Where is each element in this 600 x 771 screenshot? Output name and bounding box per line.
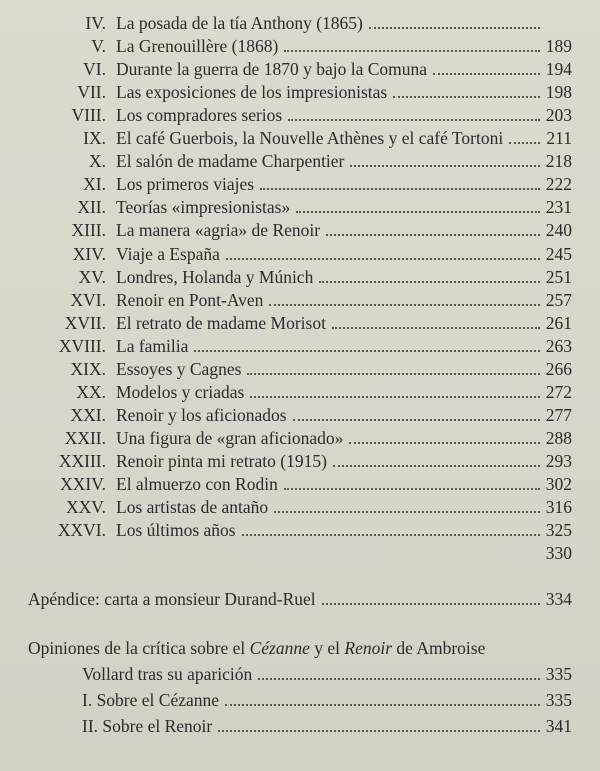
toc-entry — [116, 35, 572, 57]
dot-leader — [349, 428, 539, 444]
dot-leader — [433, 59, 540, 75]
chapter-number: XIV. — [72, 243, 106, 264]
opinions-item — [82, 663, 572, 685]
chapter-title: Londres, Holanda y Múnich — [116, 266, 314, 287]
opinions-item-page: 341 — [545, 716, 572, 736]
toc-row — [0, 127, 600, 149]
toc-row — [0, 358, 600, 380]
toc-row — [0, 519, 600, 541]
chapter-number: IX. — [83, 128, 106, 149]
toc-entry — [116, 358, 572, 380]
chapter-number: V. — [91, 36, 106, 57]
chapter-number: XVII. — [64, 312, 106, 333]
dot-leader — [225, 690, 540, 706]
chapter-title: Renoir pinta mi retrato (1915) — [116, 450, 327, 471]
chapter-page: 325 — [545, 520, 572, 541]
dot-leader — [393, 82, 540, 98]
chapter-number: XXI. — [70, 404, 106, 425]
opinions-heading-mid: y el — [309, 638, 345, 658]
toc-entry — [116, 58, 572, 80]
chapter-number: XIX. — [70, 358, 106, 379]
chapter-number: XVIII. — [58, 335, 106, 356]
toc-row — [0, 473, 600, 495]
dot-leader — [369, 13, 540, 29]
chapter-title: Los primeros viajes — [116, 174, 255, 195]
toc-row — [0, 104, 600, 126]
chapter-number: XIII. — [71, 220, 106, 241]
toc-row — [0, 196, 600, 218]
toc-row — [0, 450, 600, 472]
chapter-number: X. — [88, 151, 106, 172]
chapter-title: Las exposiciones de los impresionistas — [116, 82, 388, 103]
chapter-title: Renoir y los aficionados — [116, 404, 287, 425]
chapter-number: XII. — [77, 197, 106, 218]
toc-row — [0, 312, 600, 334]
chapter-title: La Grenouillère (1868) — [116, 36, 279, 57]
chapter-title: El almuerzo con Rodin — [116, 474, 278, 494]
chapter-title: La familia — [116, 335, 189, 356]
chapter-number: VII. — [77, 82, 106, 103]
appendix-page: 334 — [545, 589, 572, 609]
toc-row — [0, 381, 600, 403]
dot-leader — [296, 197, 540, 213]
toc-row — [0, 289, 600, 311]
dot-leader — [322, 589, 540, 605]
chapter-page: 211 — [546, 128, 572, 149]
toc-entry — [116, 104, 572, 126]
toc-row — [0, 404, 600, 426]
dot-leader — [226, 244, 540, 260]
chapter-page: 316 — [545, 497, 572, 518]
chapter-title: El retrato de madame Morisot — [116, 312, 326, 333]
toc-entry — [116, 381, 572, 403]
toc-entry — [116, 427, 572, 449]
toc-entry — [116, 450, 572, 472]
opinions-heading-pre: Opiniones de la crítica sobre el — [28, 638, 250, 658]
toc-entry — [116, 243, 572, 265]
toc-entry — [116, 542, 572, 564]
chapter-page: 263 — [545, 335, 572, 356]
dot-leader — [274, 497, 540, 513]
chapter-page: 222 — [545, 174, 572, 195]
toc-entry — [116, 173, 572, 195]
toc-row — [0, 58, 600, 80]
chapter-title: Los últimos años — [116, 520, 236, 541]
opinions-item-title: I. Sobre el Cézanne — [82, 690, 220, 710]
dot-leader — [350, 151, 539, 167]
opinions-item-title: II. Sobre el Renoir — [82, 716, 213, 736]
chapter-number: XV. — [78, 266, 106, 287]
chapter-title: Viaje a España — [116, 243, 220, 264]
dot-leader — [242, 520, 540, 536]
chapter-title: El café Guerbois, la Nouvelle Athènes y el café Tortoni — [116, 128, 504, 149]
dot-leader — [509, 128, 540, 144]
dot-leader — [250, 382, 539, 398]
toc-entry — [116, 81, 572, 103]
chapter-number: XVI. — [70, 289, 106, 310]
opinions-heading-renoir: Renoir — [344, 638, 393, 658]
dot-leader — [247, 359, 539, 375]
dot-leader — [333, 451, 540, 467]
chapter-page: 189 — [545, 36, 572, 57]
chapter-title: Los artistas de antaño — [116, 497, 269, 518]
dot-leader — [293, 405, 540, 421]
chapter-page: 198 — [545, 82, 572, 103]
toc-row — [0, 427, 600, 449]
chapter-page: 231 — [545, 197, 572, 218]
toc-row — [0, 150, 600, 172]
chapter-title: Durante la guerra de 1870 y bajo la Comuna — [116, 59, 428, 80]
dot-leader — [332, 313, 540, 329]
chapter-number: XI. — [83, 174, 106, 195]
toc-entry — [116, 12, 572, 34]
chapter-page: 257 — [545, 289, 572, 310]
dot-leader — [194, 336, 539, 352]
chapter-title: Una figura de «gran aficionado» — [116, 427, 344, 448]
chapter-page: 330 — [545, 543, 572, 564]
chapter-title: La manera «agria» de Renoir — [116, 220, 321, 241]
toc-entry — [116, 127, 572, 149]
dot-leader — [284, 474, 540, 490]
toc-entry — [116, 266, 572, 288]
dot-leader — [269, 290, 539, 306]
opinions-heading — [28, 637, 572, 659]
appendix-title: Apéndice: carta a monsieur Durand-Ruel — [28, 589, 316, 609]
dot-leader — [284, 36, 539, 52]
chapter-page: 272 — [545, 381, 572, 402]
dot-leader — [218, 716, 540, 732]
chapter-page: 245 — [545, 243, 572, 264]
chapter-page: 302 — [545, 474, 572, 494]
toc-entry — [116, 219, 572, 241]
chapter-number: VI. — [83, 59, 106, 80]
chapter-page: 194 — [545, 59, 572, 80]
chapter-number: XXII. — [64, 427, 106, 448]
toc-row — [0, 335, 600, 357]
toc-row — [0, 542, 600, 564]
opinions-item-page: 335 — [545, 690, 572, 710]
dot-leader — [260, 174, 540, 190]
chapter-number: IV. — [85, 13, 106, 33]
chapter-page: 251 — [545, 266, 572, 287]
toc-row — [0, 173, 600, 195]
toc-entry — [116, 150, 572, 172]
toc-entry — [116, 196, 572, 218]
dot-leader — [319, 267, 539, 283]
chapter-page: 288 — [545, 427, 572, 448]
toc-row — [0, 219, 600, 241]
chapter-number: VIII. — [71, 105, 106, 126]
chapter-page: 293 — [545, 450, 572, 471]
chapter-number: XX. — [76, 381, 106, 402]
chapter-title: La posada de la tía Anthony (1865) — [116, 13, 363, 33]
chapter-title: Renoir en Pont-Aven — [116, 289, 264, 310]
chapter-page: 277 — [545, 404, 572, 425]
chapter-number: XXVI. — [57, 520, 106, 541]
chapter-number: XXIII. — [58, 450, 106, 471]
dot-leader — [258, 664, 539, 680]
dot-leader — [326, 220, 540, 236]
chapter-number: XXIV. — [60, 474, 106, 494]
opinions-item — [82, 715, 572, 737]
toc-entry — [116, 335, 572, 357]
opinions-item-page: 335 — [545, 664, 572, 684]
toc-entry — [116, 289, 572, 311]
toc-row — [0, 243, 600, 265]
chapter-number: XXV. — [65, 497, 106, 518]
toc-entry — [116, 519, 572, 541]
opinions-item-title: Vollard tras su aparición — [82, 664, 253, 684]
toc-entry — [116, 473, 572, 495]
toc-entry — [116, 404, 572, 426]
chapter-page: 261 — [545, 312, 572, 333]
chapter-title: El salón de madame Charpentier — [116, 151, 345, 172]
chapter-title: Teorías «impresionistas» — [116, 197, 291, 218]
toc-row — [0, 266, 600, 288]
toc-row — [0, 12, 600, 34]
opinions-heading-cezanne: Cézanne — [249, 638, 310, 658]
toc-entry — [116, 312, 572, 334]
chapter-page: 203 — [545, 105, 572, 126]
opinions-heading-post: de Ambroise — [392, 638, 486, 658]
dot-leader — [288, 105, 540, 121]
chapter-page: 240 — [545, 220, 572, 241]
appendix-entry — [28, 588, 572, 610]
toc-row — [0, 496, 600, 518]
chapter-title: Essoyes y Cagnes — [116, 358, 242, 379]
chapter-title: Modelos y criadas — [116, 381, 245, 402]
chapter-title: Los compradores serios — [116, 105, 283, 126]
chapter-page: 218 — [545, 151, 572, 172]
opinions-item — [82, 689, 572, 711]
chapter-page: 266 — [545, 358, 572, 379]
toc-entry — [116, 496, 572, 518]
toc-row — [0, 35, 600, 57]
toc-row — [0, 81, 600, 103]
